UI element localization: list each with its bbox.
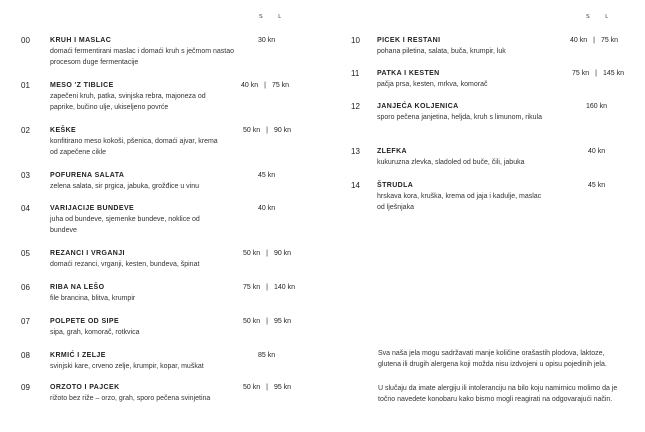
price-small: 75 kn: [572, 70, 590, 77]
item-price-pair: 75 kn | 140 kn: [243, 284, 295, 291]
item-number: 12: [351, 102, 360, 111]
item-price-pair: 75 kn | 145 kn: [572, 70, 624, 77]
item-description: pohana piletina, salata, buča, krumpir, luk: [377, 48, 506, 55]
price-large: 90 kn: [273, 250, 292, 257]
price-small: 40 kn: [241, 82, 259, 89]
item-number: 10: [351, 36, 360, 45]
item-number: 13: [351, 147, 360, 156]
item-price-pair: 40 kn | 75 kn: [241, 82, 290, 89]
item-price-pair: 50 kn | 90 kn: [243, 250, 292, 257]
price-small: 50 kn: [243, 250, 261, 257]
price-large: 95 kn: [273, 384, 292, 391]
item-name: POFURENA SALATA: [50, 172, 125, 179]
price-large: 75 kn: [600, 37, 619, 44]
item-name: PICEK I RESTANI: [377, 37, 441, 44]
item-number: 04: [21, 204, 30, 213]
item-name: PATKA I KESTEN: [377, 70, 440, 77]
item-price: 40 kn: [588, 148, 606, 155]
price-small: 50 kn: [243, 384, 261, 391]
item-name: POLPETE OD SIPE: [50, 318, 120, 325]
item-name: JANJEĆA KOLJENICA: [377, 103, 459, 110]
item-price-pair: 50 kn | 90 kn: [243, 127, 292, 134]
item-description: zelena salata, sir prgica, jabuka, grožđice u vinu: [50, 183, 200, 190]
item-name: REZANCI I VRGANJI: [50, 250, 125, 257]
left-column: [0, 0, 310, 432]
item-name: ŠTRUDLA: [377, 182, 414, 189]
item-name: ORZOTO I PAJCEK: [50, 384, 120, 391]
allergen-note: Sva naša jela mogu sadržavati manje količine orašastih plodova, laktoze, glutena ili drugih alergena koji možda nisu izdvojeni u opisu pojedinih jela.: [378, 350, 607, 368]
size-l-label: L: [278, 14, 282, 20]
price-large: 95 kn: [273, 318, 292, 325]
item-name: KRMIĆ I ZELJE: [50, 352, 106, 359]
item-description: pačja prsa, kesten, mrkva, komorač: [377, 81, 488, 88]
price-large: 140 kn: [273, 284, 295, 291]
item-description: domaći rezanci, vrganji, kesten, bundeva, špinat: [50, 261, 200, 268]
item-description: zapečeni kruh, patka, svinjska rebra, majoneza od paprike, bučino ulje, ukiseljeno povrće: [50, 93, 206, 111]
item-price-pair: 40 kn | 75 kn: [570, 37, 619, 44]
item-number: 02: [21, 126, 30, 135]
price-small: 75 kn: [243, 284, 261, 291]
item-number: 01: [21, 81, 30, 90]
item-description: rižoto bez riže – orzo, grah, sporo pečena svinjetina: [50, 395, 211, 402]
item-price: 45 kn: [588, 182, 606, 189]
item-price-pair: 50 kn | 95 kn: [243, 318, 292, 325]
item-name: RIBA NA LEŠO: [50, 284, 105, 291]
item-price: 40 kn: [258, 205, 276, 212]
item-number: 00: [21, 36, 30, 45]
price-large: 75 kn: [271, 82, 290, 89]
item-number: 07: [21, 317, 30, 326]
item-name: KEŠKE: [50, 127, 77, 134]
allergy-instruction-note: U slučaju da imate alergiju ili intoleranciju na bilo koju namirnicu molimo da je točno navedete konobaru kako bismo mogli reagirati na odgovarajući način.: [378, 385, 618, 403]
price-small: 40 kn: [570, 37, 588, 44]
price-small: 50 kn: [243, 127, 261, 134]
size-header-left: [259, 14, 282, 20]
item-description: file brancina, blitva, krumpir: [50, 295, 136, 302]
size-s-label: S: [586, 14, 591, 20]
item-description: kukuruzna zlevka, sladoled od buče, čili, jabuka: [377, 159, 525, 166]
item-description: svinjski kare, crveno zelje, krumpir, kopar, muškat: [50, 363, 204, 370]
item-number: 05: [21, 249, 30, 258]
item-number: 11: [351, 69, 360, 78]
item-price: 30 kn: [258, 37, 276, 44]
item-price: 85 kn: [258, 352, 276, 359]
item-number: 14: [351, 181, 360, 190]
item-description: domaći fermentirani maslac i domaći kruh s ječmom nastao procesom duge fermentacije: [50, 48, 235, 66]
item-price: 45 kn: [258, 172, 276, 179]
item-description: hrskava kora, kruška, krema od jaja i kadulje, maslac od lješnjaka: [377, 193, 542, 211]
item-name: VARIJACIJE BUNDEVE: [50, 205, 135, 212]
item-name: ZLEFKA: [377, 148, 408, 155]
item-description: konfitirano meso kokoši, pšenica, domaći ajvar, krema od zapečene cikle: [50, 138, 218, 156]
price-small: 50 kn: [243, 318, 261, 325]
item-description: juha od bundeve, sjemenke bundeve, noklice od bundeve: [50, 216, 200, 234]
item-number: 09: [21, 383, 30, 392]
item-name: KRUH I MASLAC: [50, 37, 112, 44]
item-name: MESO 'Z TIBLICE: [50, 82, 114, 89]
size-s-label: S: [259, 14, 264, 20]
price-large: 145 kn: [602, 70, 624, 77]
item-price-pair: 50 kn | 95 kn: [243, 384, 292, 391]
item-description: sipa, grah, komorač, rotkvica: [50, 329, 140, 336]
item-number: 08: [21, 351, 30, 360]
item-description: sporo pečena janjetina, heljda, kruh s limunom, rikula: [377, 114, 542, 121]
size-l-label: L: [605, 14, 609, 20]
item-number: 06: [21, 283, 30, 292]
price-large: 90 kn: [273, 127, 292, 134]
size-header-right: [586, 14, 609, 20]
item-number: 03: [21, 171, 30, 180]
item-price: 160 kn: [586, 103, 608, 110]
